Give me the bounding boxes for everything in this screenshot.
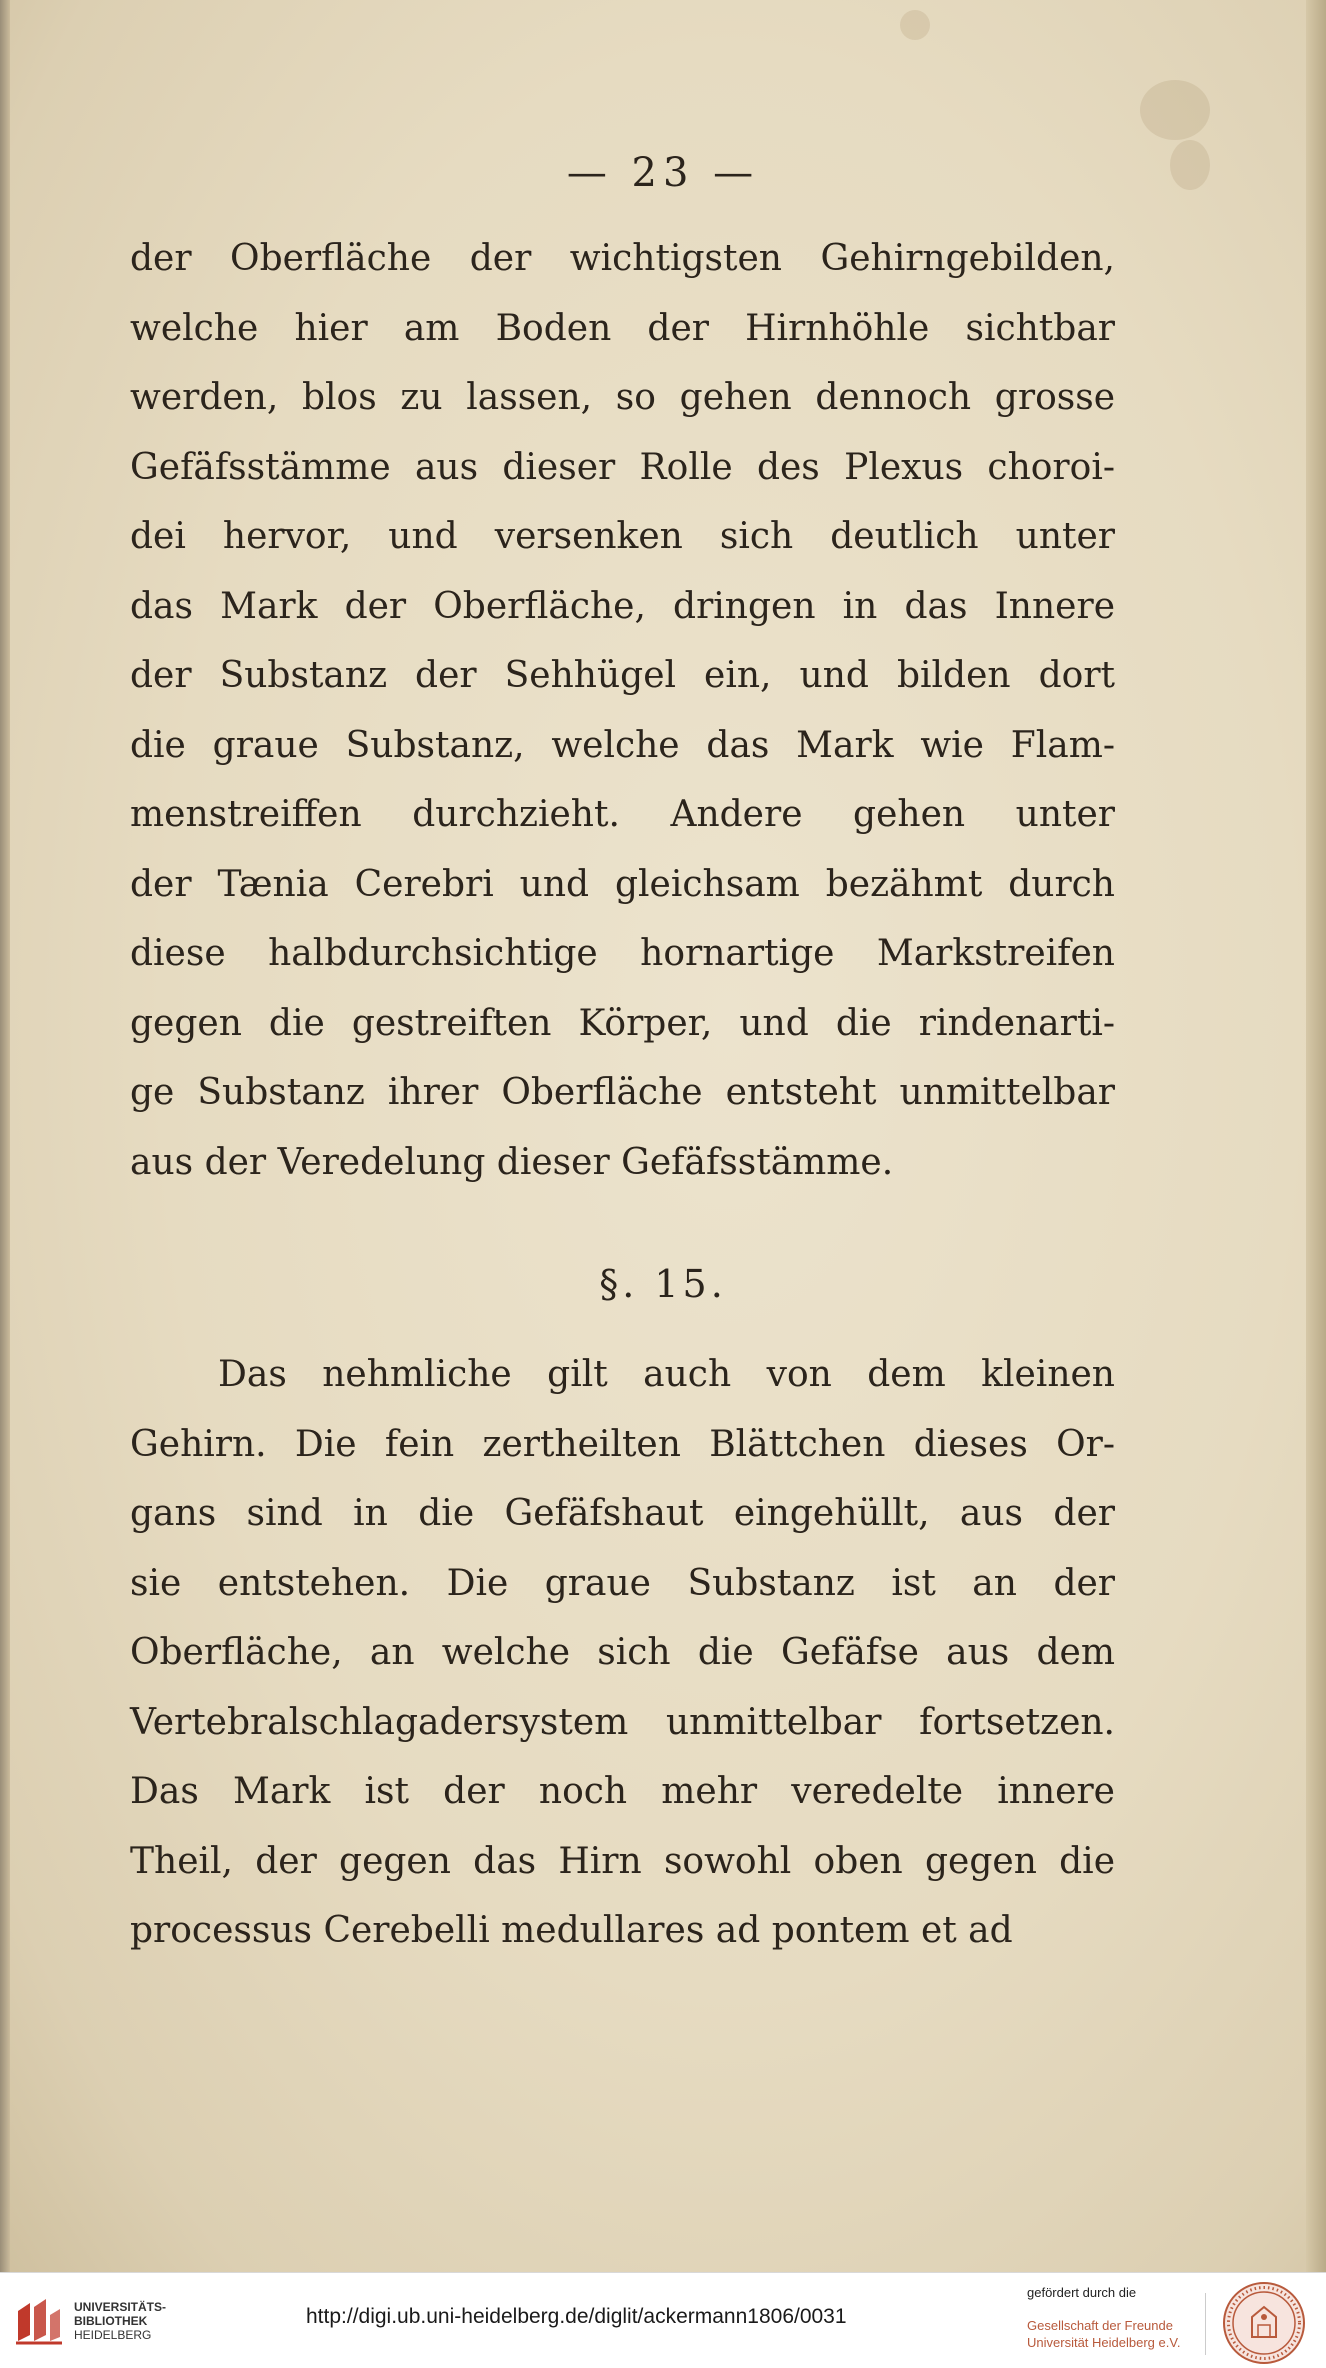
text-line: Das Mark ist der noch mehr veredelte innere bbox=[130, 1771, 1115, 1812]
text-line: sie entstehen. Die graue Substanz ist an der bbox=[130, 1562, 1115, 1604]
university-seal-icon[interactable] bbox=[1222, 2281, 1306, 2365]
text-line: Vertebralschlagadersystem unmittelbar fortsetzen. bbox=[130, 1701, 1115, 1743]
text-line: menstreiffen durchzieht. Andere gehen unter bbox=[130, 794, 1115, 835]
library-logo-icon[interactable] bbox=[12, 2295, 66, 2349]
text-line: dei hervor, und versenken sich deutlich unter bbox=[130, 516, 1115, 557]
text-line: gans sind in die Gefäfshaut eingehüllt, aus der bbox=[130, 1493, 1115, 1534]
text-line: der Substanz der Sehhügel ein, und bilden dort bbox=[130, 655, 1115, 696]
page-number: — 23 — bbox=[566, 150, 760, 196]
text-line: Gehirn. Die fein zertheilten Blättchen dieses Or- bbox=[130, 1423, 1115, 1465]
text-line: das Mark der Oberfläche, dringen in das Innere bbox=[130, 585, 1115, 627]
text-line: ge Substanz ihrer Oberfläche entsteht unmittelbar bbox=[130, 1072, 1115, 1113]
text-line: welche hier am Boden der Hirnhöhle sichtbar bbox=[130, 307, 1115, 349]
foxing-spot bbox=[900, 10, 930, 40]
library-name-line-3: HEIDELBERG bbox=[74, 2328, 152, 2342]
text-line: der Oberfläche der wichtigsten Gehirngebilden, bbox=[130, 238, 1115, 279]
library-name bbox=[74, 2300, 166, 2342]
funder-name-line-1: Gesellschaft der Freunde bbox=[1027, 2318, 1173, 2333]
section-heading: §. 15. bbox=[599, 1262, 727, 1306]
funder-name[interactable] bbox=[1027, 2317, 1180, 2351]
text-line: Das nehmliche gilt auch von dem kleinen bbox=[218, 1354, 1115, 1395]
text-line: werden, blos zu lassen, so gehen dennoch grosse bbox=[130, 377, 1115, 418]
text-line: aus der Veredelung dieser Gefäfsstämme. bbox=[130, 1141, 894, 1183]
funder-name-line-2: Universität Heidelberg e.V. bbox=[1027, 2335, 1181, 2350]
funded-by-label: gefördert durch die bbox=[1027, 2285, 1137, 2300]
text-line: diese halbdurchsichtige hornartige Markstreifen bbox=[130, 933, 1115, 974]
footer-divider bbox=[1205, 2293, 1206, 2355]
text-line: Theil, der gegen das Hirn sowohl oben gegen die bbox=[130, 1840, 1115, 1882]
text-line: Oberfläche, an welche sich die Gefäfse aus dem bbox=[130, 1632, 1115, 1673]
viewer-footer bbox=[0, 2272, 1326, 2368]
text-line: Gefäfsstämme aus dieser Rolle des Plexus choroi- bbox=[130, 446, 1115, 488]
permalink-url[interactable]: http://digi.ub.uni-heidelberg.de/diglit/ackermann1806/0031 bbox=[306, 2305, 847, 2328]
text-line: gegen die gestreiften Körper, und die rindenarti- bbox=[130, 1002, 1115, 1044]
library-name-line-2: BIBLIOTHEK bbox=[74, 2314, 148, 2328]
foxing-spot bbox=[1140, 80, 1210, 140]
text-line: der Tænia Cerebri und gleichsam bezähmt durch bbox=[130, 863, 1115, 905]
text-line: processus Cerebelli medullares ad pontem et ad bbox=[130, 1910, 1013, 1951]
text-line: die graue Substanz, welche das Mark wie Flam- bbox=[130, 724, 1115, 766]
library-name-line-1: UNIVERSITÄTS- bbox=[74, 2300, 167, 2314]
